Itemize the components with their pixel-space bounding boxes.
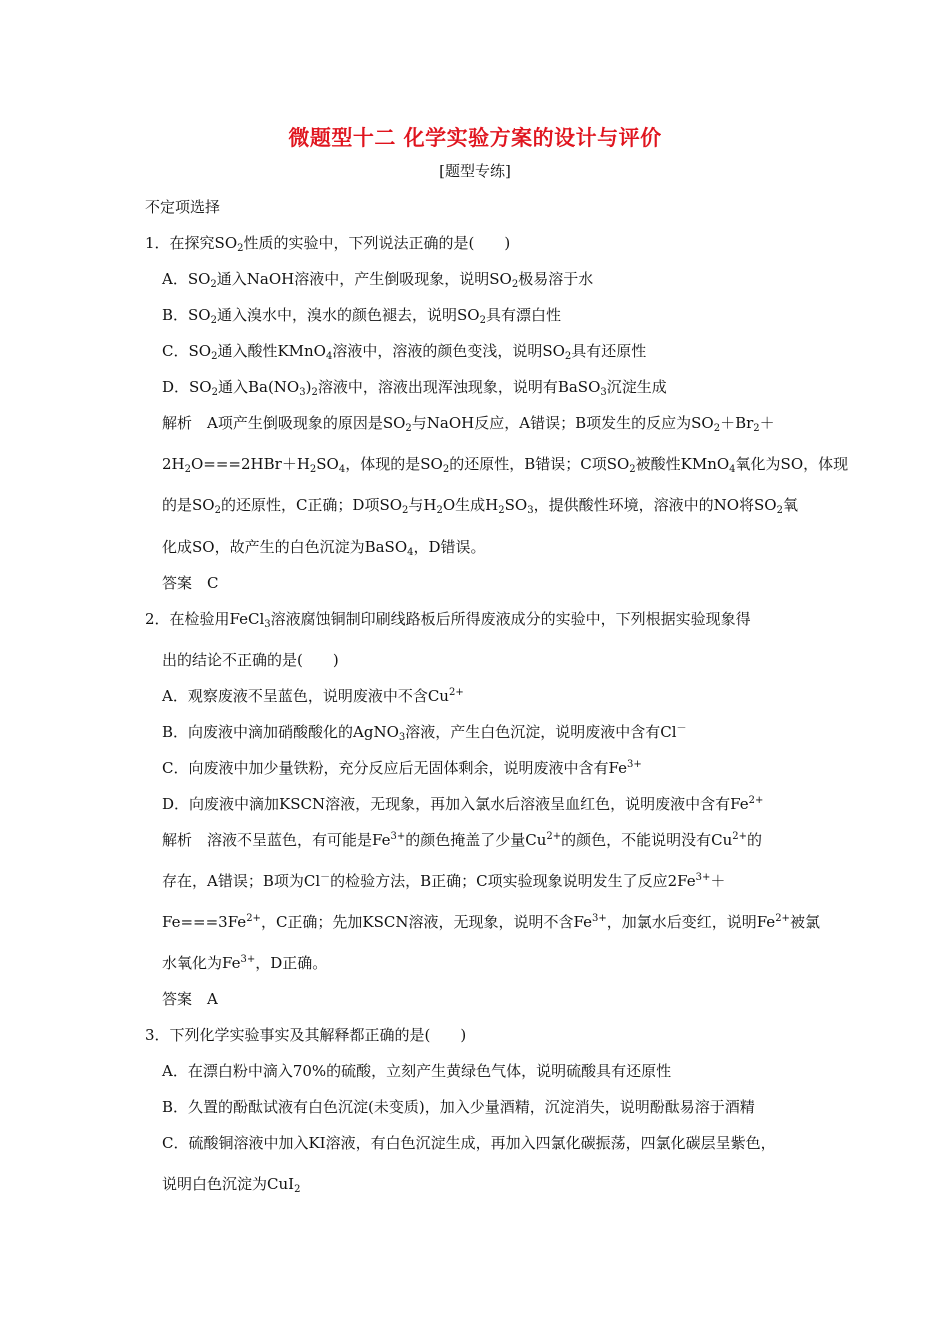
text-line: 化成SO，故产生的白色沉淀为BaSO$_4$，D错误。 [162, 538, 486, 558]
text-line: 答案 A [162, 990, 218, 1008]
text-line: 解析 溶液不呈蓝色，有可能是$Fe^{3+}$的颜色掩盖了少量$Cu^{2+}$的颜色，不能说明没有$Cu^{2+}$的 [162, 831, 763, 849]
text-line: $2H_2O===2HBr+H_2SO_4$，体现的是$SO_2$的还原性，B错误；C项$SO_2$被酸性KMnO$_4$氧化为SO，体现 [162, 455, 849, 475]
text-line: C．$SO_2$通入酸性KMnO$_4$溶液中，溶液的颜色变浅，说明$SO_2$具有还原性 [162, 342, 647, 362]
text-line: 1．在探究$SO_2$性质的实验中，下列说法正确的是( ) [145, 234, 511, 254]
text-line: C．向废液中加少量铁粉，充分反应后无固体剩余，说明废液中含有$Fe^{3+}$ [162, 759, 642, 777]
text-line: 出的结论不正确的是( ) [162, 651, 339, 669]
text-line: A．在漂白粉中滴入70%的硫酸，立刻产生黄绿色气体，说明硫酸具有还原性 [162, 1062, 672, 1080]
document-subtitle: [题型专练] [439, 162, 511, 180]
text-line: C．硫酸铜溶液中加入KI溶液，有白色沉淀生成，再加入四氯化碳振荡，四氯化碳层呈紫色， [162, 1134, 776, 1152]
section-heading: 不定项选择 [145, 198, 221, 216]
text-line: 存在，A错误；B项为Cl－的检验方法，B正确；C项实验现象说明发生了反应$2Fe^{3+}+$ [162, 872, 726, 890]
text-line: D．向废液中滴加KSCN溶液，无现象，再加入氯水后溶液呈血红色，说明废液中含有$Fe^{2+}$ [162, 795, 764, 813]
text-line: B．向废液中滴加硝酸酸化的AgNO$_3$溶液，产生白色沉淀，说明废液中含有Cl－ [162, 723, 687, 743]
text-line: 说明白色沉淀为CuI$_2$ [162, 1175, 301, 1195]
text-line: 解析 A项产生倒吸现象的原因是$SO_2$与NaOH反应，A错误；B项发生的反应为$SO_2+Br_2+$ [162, 414, 775, 434]
text-line: 3．下列化学实验事实及其解释都正确的是( ) [145, 1026, 467, 1044]
text-line: 水氧化为$Fe^{3+}$，D正确。 [162, 954, 328, 972]
text-line: D．$SO_2$通入$Ba(NO_3)_2$溶液中，溶液出现浑浊现象，说明有BaSO$_3$沉淀生成 [162, 378, 667, 398]
text-line: A．$SO_2$通入NaOH溶液中，产生倒吸现象，说明$SO_2$极易溶于水 [162, 270, 594, 290]
text-line: 的是$SO_2$的还原性，C正确；D项$SO_2$与$H_2O$生成$H_2SO_3$，提供酸性环境，溶液中的NO将$SO_2$氧 [162, 496, 798, 516]
text-line: 答案 C [162, 574, 219, 592]
text-line: B．$SO_2$通入溴水中，溴水的颜色褪去，说明$SO_2$具有漂白性 [162, 306, 561, 326]
document-title: 微题型十二 化学实验方案的设计与评价 [288, 126, 662, 150]
text-line: A．观察废液不呈蓝色，说明废液中不含$Cu^{2+}$ [162, 687, 464, 705]
text-line: 2．在检验用FeCl$_3$溶液腐蚀铜制印刷线路板后所得废液成分的实验中，下列根据实验现象得 [145, 610, 751, 630]
text-line: B．久置的酚酞试液有白色沉淀(未变质)，加入少量酒精，沉淀消失，说明酚酞易溶于酒精 [162, 1098, 755, 1116]
text-line: $Fe===3Fe^{2+}$，C正确；先加KSCN溶液，无现象，说明不含$Fe^{3+}$，加氯水后变红，说明$Fe^{2+}$被氯 [162, 913, 820, 931]
